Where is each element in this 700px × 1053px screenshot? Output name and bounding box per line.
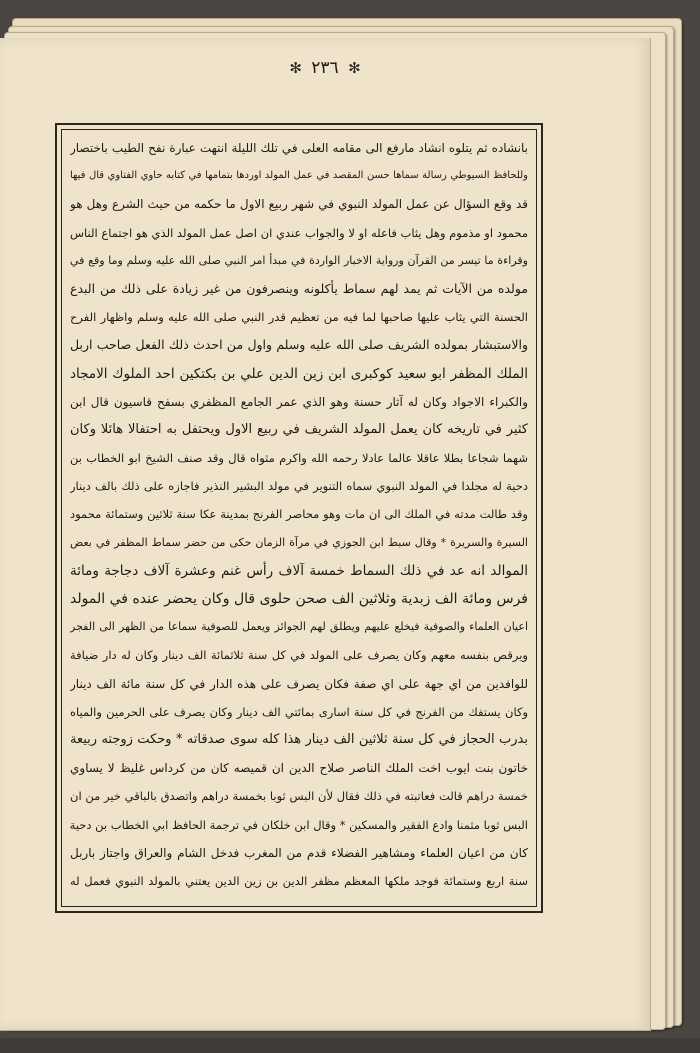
bottom-edge: [0, 1038, 700, 1053]
ornament-right-icon: ✻: [348, 59, 361, 77]
text-line: وقراءة ما تيسر من القرآن ورواية الاخبار الواردة في مبدأ امر النبي صلى الله عليه وسلم وما وقع في: [70, 253, 528, 267]
ornament-left-icon: ✻: [289, 59, 302, 77]
text-line: قد وقع السؤال عن عمل المولد النبوي في شهر ربيع الاول ما حكمه من حيث الشرع وهل هو: [70, 197, 528, 212]
page-header: [0, 58, 650, 78]
text-line: فرس ومائة الف زبدية وثلاثين الف صحن حلوى قال وكان يحضر عنده في المولد: [70, 591, 528, 607]
text-line: بدرب الحجاز في كل سنة ثلاثين الف دينار هذا كله سوى صدقاته * وحكت زوجته ربيعة: [70, 731, 528, 747]
text-line: محمود او مذموم وهل يثاب فاعله او لا والجواب عندي ان اصل عمل المولد الذي هو اجتماع الناس: [70, 225, 528, 240]
text-line: وللحافظ السيوطي رسالة سماها حسن المقصد في عمل المولد اوردها بتمامها في كتابه حاوي الفتاوي قال فيها: [70, 170, 528, 182]
text-line: والكبراء الاجواد وكان له آثار حسنة وهو الذي عمر الجامع المظفري بسفح قاسيون قال ابن: [70, 394, 528, 409]
text-line: سنة اربع وستمائة فوجد ملكها المعظم مظفر الدين بن زين الدين يعتني بالمولد النبوي فعمل له: [70, 873, 528, 888]
text-line: وقد طالت مدته في الملك الى ان مات وهو محاصر الفرنج بمدينة عكا سنة ثلاثين وستمائة محمود: [70, 507, 528, 522]
text-line: وكان يستفك من الفرنج في كل سنة اسارى بمائتي الف دينار وكان يصرف على الحرمين والمياه: [70, 704, 528, 719]
text-line: الملك المظفر ابو سعيد كوكبرى ابن زين الدين علي بن بكتكين احد الملوك الامجاد: [70, 365, 528, 382]
text-line: الحسنة التي يثاب عليها صاحبها لما فيه من تعظيم قدر النبي صلى الله عليه وسلم واظهار الفرح: [70, 310, 528, 325]
text-line: الموالد انه عد في ذلك السماط خمسة آلاف رأس غنم وعشرة آلاف دجاجة ومائة: [70, 562, 528, 579]
text-frame-inner: [61, 129, 537, 907]
text-line: للوافدين من اي جهة على اي صفة فكان يصرف على هذه الدار في كل سنة مائة الف دينار: [70, 676, 528, 691]
text-line: خاتون بنت ايوب اخت الملك الناصر صلاح الدين ان قميصه كان من كرداس غليظ لا يساوي: [70, 761, 528, 776]
text-frame: [55, 123, 543, 913]
text-line: السيرة والسريرة * وقال سبط ابن الجوزي في مرآة الزمان حكى من حضر سماط المظفر في بعض: [70, 535, 528, 549]
text-line: اعيان العلماء والصوفية فيخلع عليهم ويطلق لهم الجوائز ويعمل للصوفية سماعا من الظهر الى الفجر: [70, 620, 528, 634]
page-number: ٢٣٦: [311, 58, 339, 78]
text-line: مولده من الآيات ثم يمد لهم سماط يأكلونه وينصرفون من غير زيادة على ذلك من البدع: [70, 280, 528, 296]
text-body: [70, 134, 528, 895]
text-line: كان من اعيان العلماء ومشاهير الفضلاء قدم من المغرب فدخل الشام والعراق واجتاز باربل: [70, 845, 528, 860]
text-line: والاستبشار بمولده الشريف صلى الله عليه وسلم واول من احدث ذلك الفعل صاحب اربل: [70, 337, 528, 353]
text-line: شهما شجاعا بطلا عاقلا عالما عادلا رحمه الله واكرم مثواه قال وقد صنف الشيخ ابو الخطاب بن: [70, 451, 528, 466]
text-line: كثير في تاريخه كان يعمل المولد الشريف في ربيع الاول ويحتفل به احتفالا هائلا وكان: [70, 421, 528, 437]
text-line: دحية له مجلدا في المولد النبوي سماه التنوير في مولد البشير النذير فاجازه على ذلك بالف دينار: [70, 479, 528, 494]
text-line: بانشاده ثم يتلوه انشاد مارفع الى مقامه العلى في تلك الليلة انتهت عبارة نفح الطيب باختصار: [70, 141, 528, 155]
text-line: خمسة دراهم قالت فعاتبته في ذلك فقال لأن البس ثوبا بخمسة دراهم واتصدق بالباقي خير من ان: [70, 789, 528, 804]
text-line: ويرقص بنفسه معهم وكان يصرف على المولد في كل سنة ثلاثمائة الف دينار وكان له دار ضيافة: [70, 648, 528, 663]
text-line: البس ثوبا مثمنا وادع الفقير والمسكين * وقال ابن خلكان في ترجمة الحافظ ابي الخطاب بن دحية: [70, 817, 528, 832]
